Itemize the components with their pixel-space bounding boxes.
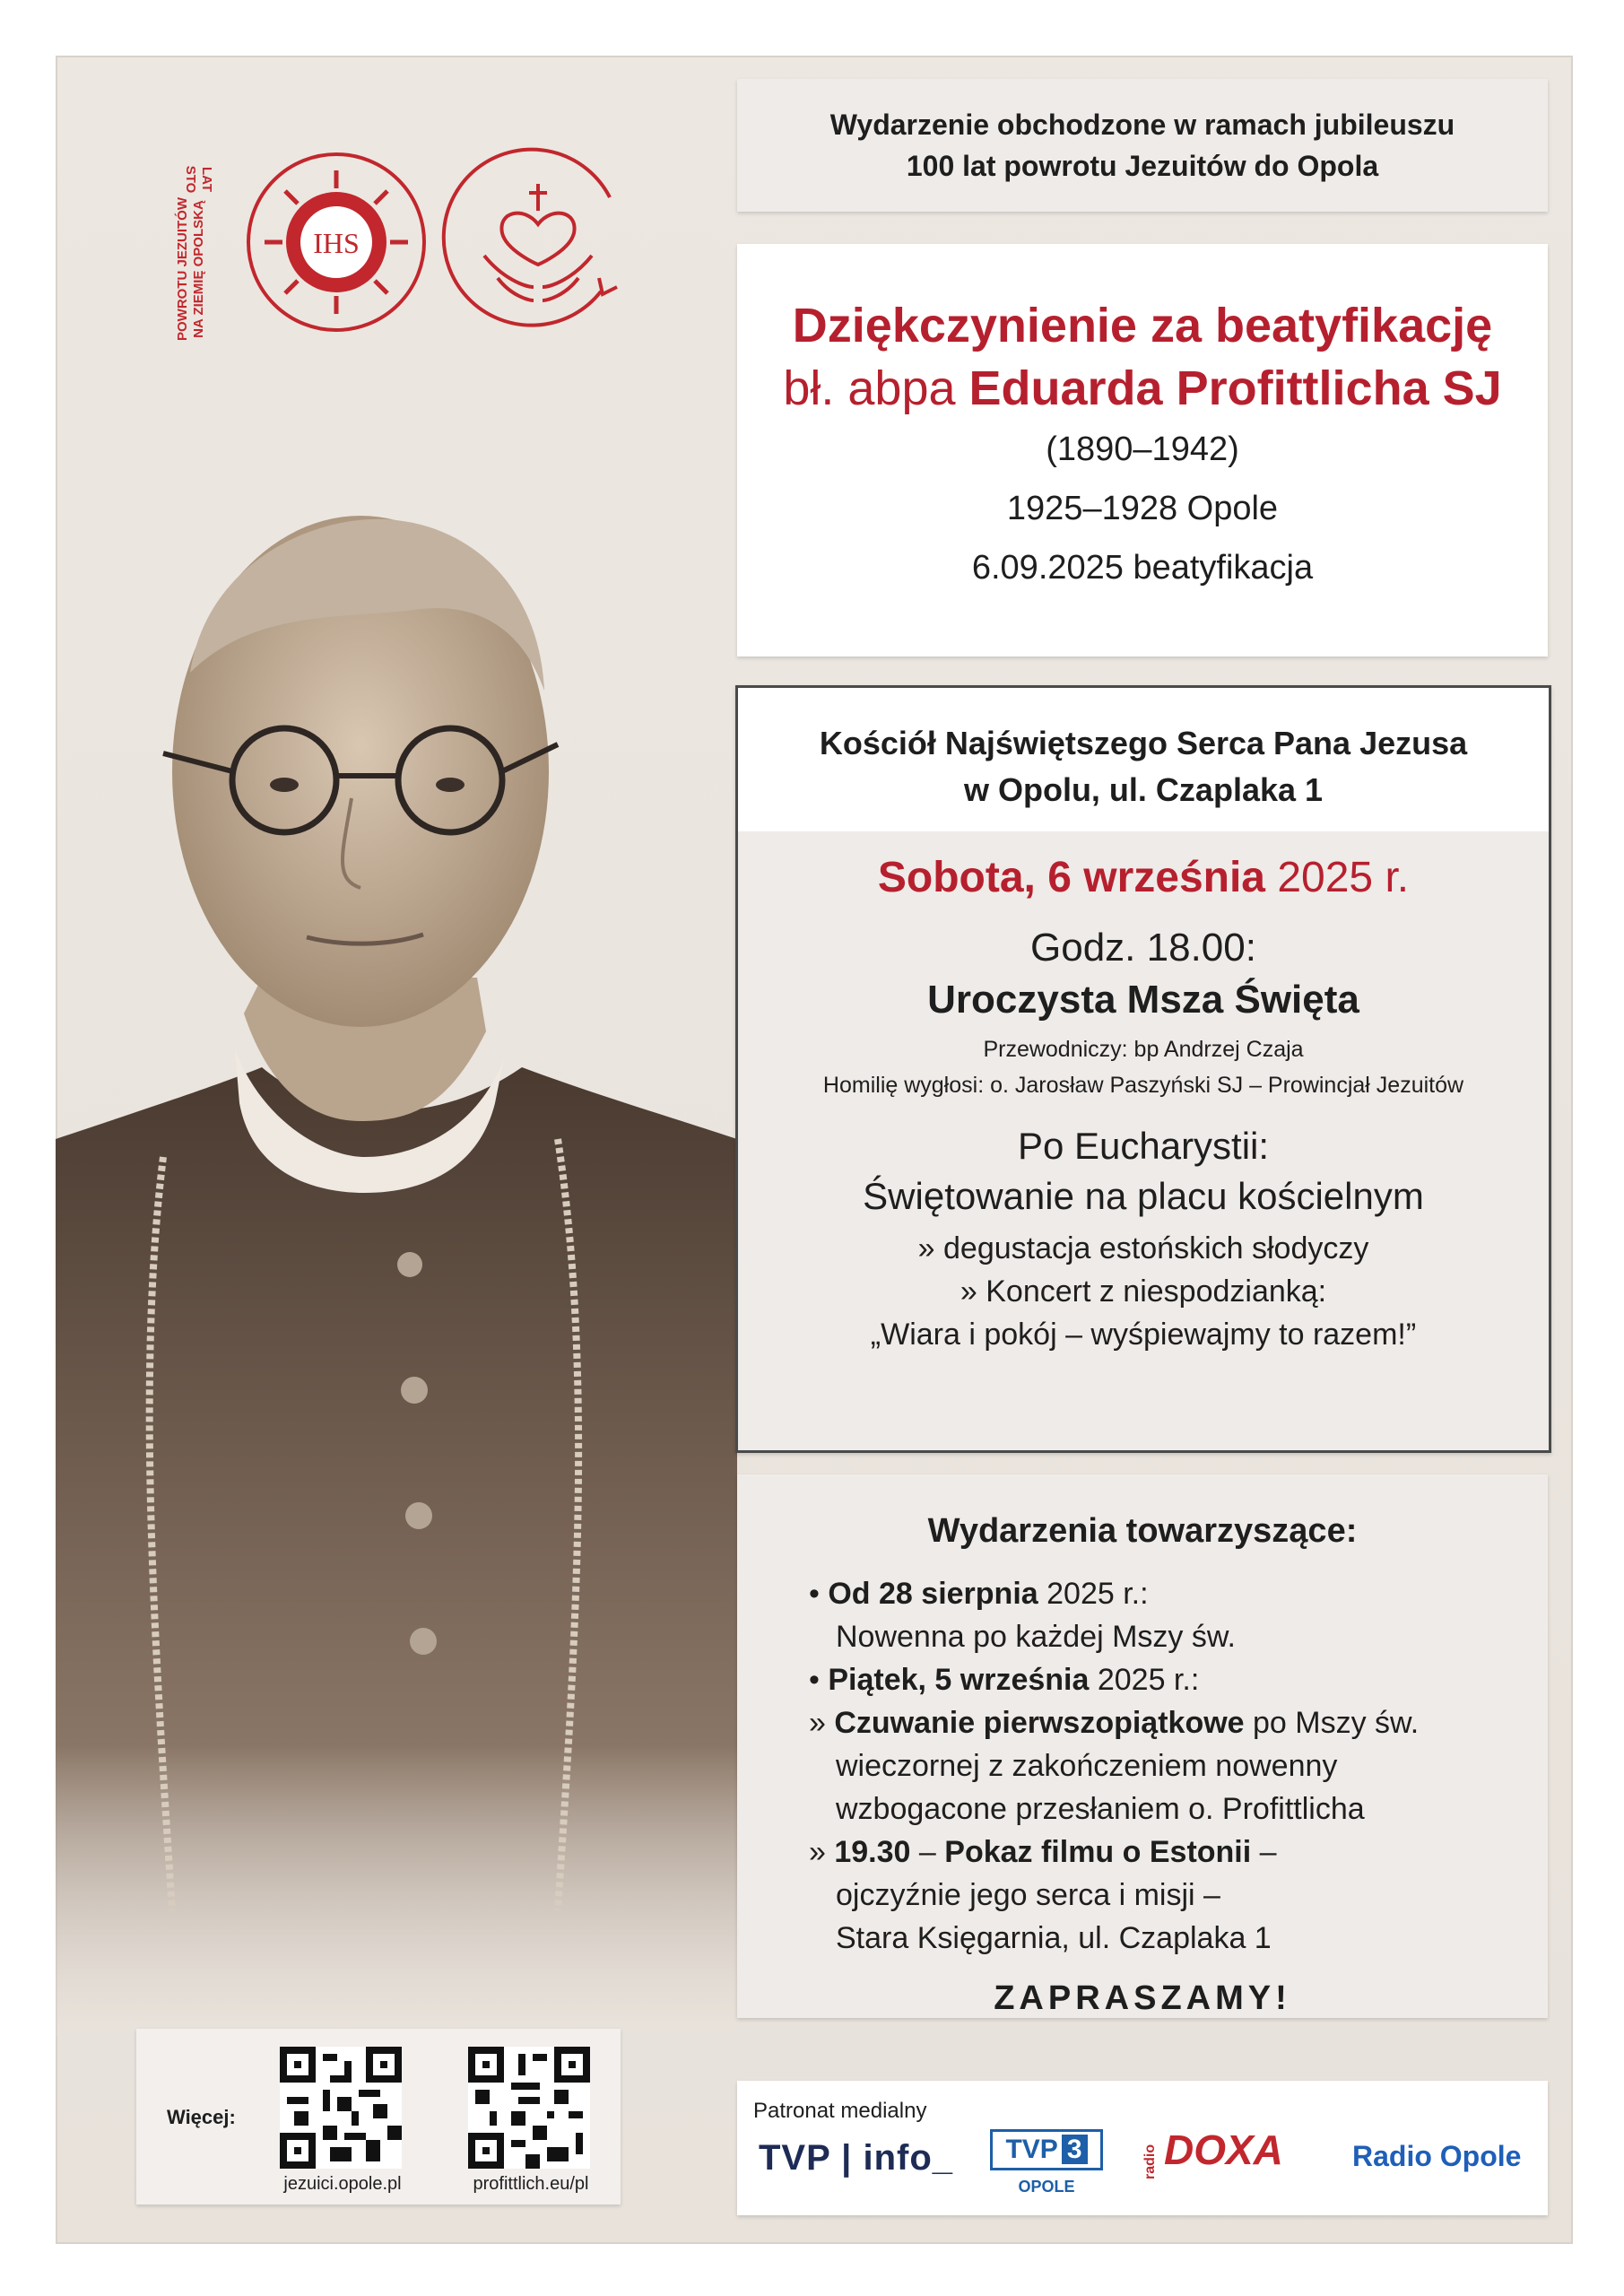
qr-code-jezuici[interactable] (280, 2047, 402, 2169)
side-sub1-line2: wieczornej z zakończeniem nowenny (836, 1749, 1338, 1783)
doxa-small: radio (1142, 2144, 1158, 2179)
church-address (738, 688, 1549, 831)
event-date (738, 853, 1549, 902)
side-item-2: • Piątek, 5 września 2025 r.: (809, 1663, 1200, 1697)
side-sub1-line3: wzbogacone przesłaniem o. Profittlicha (836, 1792, 1365, 1826)
side-item2-bold: Piątek, 5 września (828, 1663, 1090, 1697)
title-box (737, 244, 1548, 657)
title-line1: Dziękczynienie za beatyfikację (792, 299, 1493, 352)
event-box (735, 685, 1551, 1453)
invite-text: ZAPRASZAMY! (994, 1979, 1291, 2017)
title-years: (1890–1942) (1046, 430, 1239, 468)
jubilee-line2: 100 lat powrotu Jezuitów do Opola (906, 150, 1379, 182)
title-opole: 1925–1928 Opole (1006, 490, 1279, 527)
title-prefix: bł. abpa (783, 361, 969, 415)
ihs-sun-icon (248, 154, 424, 330)
side-sub2-bold2: Pokaz filmu o Estonii (944, 1835, 1252, 1869)
side-item1-bold: Od 28 sierpnia (828, 1577, 1038, 1611)
media-box (737, 2081, 1548, 2215)
tvp3-number: 3 (1062, 2135, 1088, 2164)
after-bullets (738, 1227, 1549, 1356)
side-item2-rest: 2025 r.: (1089, 1663, 1200, 1697)
after-line1: Po Eucharystii: (1017, 1125, 1270, 1167)
after-block (738, 1121, 1549, 1222)
side-sub-1: » Czuwanie pierwszopiątkowe po Mszy św. (809, 1706, 1420, 1740)
logo-side-line2: NA ZIEMIĘ OPOLSKĄ (191, 200, 206, 338)
radio-doxa-logo[interactable]: DOXA (1164, 2126, 1283, 2173)
qr-icon (468, 2047, 590, 2169)
jubilee-line1: Wydarzenie obchodzone w ramach jubileuszu (829, 109, 1455, 141)
title-name: Eduarda Profittlicha SJ (968, 361, 1502, 415)
side-sub2-line2: ojczyźnie jego serca i misji – (836, 1878, 1220, 1912)
event-time-block (738, 922, 1549, 1026)
more-url-1[interactable]: jezuici.opole.pl (283, 2174, 402, 2194)
tvp3-logo[interactable] (990, 2129, 1103, 2170)
more-label: Więcej: (167, 2106, 236, 2128)
title-beatification: 6.09.2025 beatyfikacja (971, 549, 1314, 587)
side-sub-2: » 19.30 – Pokaz filmu o Estonii – (809, 1835, 1277, 1869)
side-sub1-bold: Czuwanie pierwszopiątkowe (834, 1706, 1245, 1740)
side-item-1: • Od 28 sierpnia 2025 r.: (809, 1577, 1149, 1611)
side-item1-desc: Nowenna po każdej Mszy św. (836, 1620, 1236, 1654)
portrait-photo (56, 475, 737, 2036)
logo-group (170, 144, 673, 354)
qr-icon (280, 2047, 402, 2169)
heart-hands-icon (444, 150, 617, 326)
side-sub2-mid: – (910, 1835, 945, 1869)
church-line1: Kościół Najświętszego Serca Pana Jezusa (819, 725, 1468, 761)
logo-side-lat: LAT (199, 166, 214, 193)
side-sub2-bold: 19.30 (834, 1835, 911, 1869)
tvp-info-logo[interactable]: TVP | info_ (759, 2138, 954, 2178)
side-sub2-rest: – (1251, 1835, 1277, 1869)
radio-opole-logo[interactable]: Radio Opole (1352, 2140, 1522, 2172)
side-events-list (809, 1572, 1548, 1960)
after-bullet-2: » Koncert z niespodzianką: (960, 1274, 1327, 1309)
side-item1-rest: 2025 r.: (1038, 1577, 1149, 1611)
qr-box (136, 2029, 621, 2205)
jubilee-box (737, 79, 1548, 212)
after-bullet-3: „Wiara i pokój – wyśpiewajmy to razem!” (870, 1318, 1417, 1352)
side-events-box (737, 1474, 1548, 2018)
side-events-heading: Wydarzenia towarzyszące: (927, 1512, 1358, 1550)
event-homily: Homilię wygłosi: o. Jarosław Paszyński SJ – Prowincjał Jezuitów (822, 1073, 1464, 1098)
tvp3-sub: OPOLE (1018, 2178, 1075, 2196)
event-presider: Przewodniczy: bp Andrzej Czaja (983, 1037, 1304, 1062)
logo-side-line1: POWROTU JEZUITÓW (175, 197, 190, 341)
side-sub2-line3: Stara Księgarnia, ul. Czaplaka 1 (836, 1921, 1272, 1955)
side-sub1-rest: po Mszy św. (1244, 1706, 1420, 1740)
event-date-year: 2025 r. (1265, 854, 1410, 901)
event-date-bold: Sobota, 6 września (877, 854, 1265, 901)
after-line2: Świętowanie na placu kościelnym (863, 1175, 1424, 1217)
more-url-2[interactable]: profittlich.eu/pl (473, 2174, 589, 2194)
event-time: Godz. 18.00: (1030, 926, 1256, 970)
qr-code-profittlich[interactable] (468, 2047, 590, 2169)
ihs-text: IHS (313, 227, 360, 259)
jesuit-logos (170, 144, 673, 350)
title-line2 (737, 357, 1548, 420)
tvp3-text: TVP (1005, 2135, 1058, 2164)
after-bullet-1: » degustacja estońskich słodyczy (917, 1231, 1369, 1265)
church-line2: w Opolu, ul. Czaplaka 1 (963, 771, 1324, 808)
logo-side-sto: STO (183, 165, 198, 194)
media-label: Patronat medialny (753, 2099, 927, 2123)
event-mass: Uroczysta Msza Święta (927, 978, 1359, 1022)
